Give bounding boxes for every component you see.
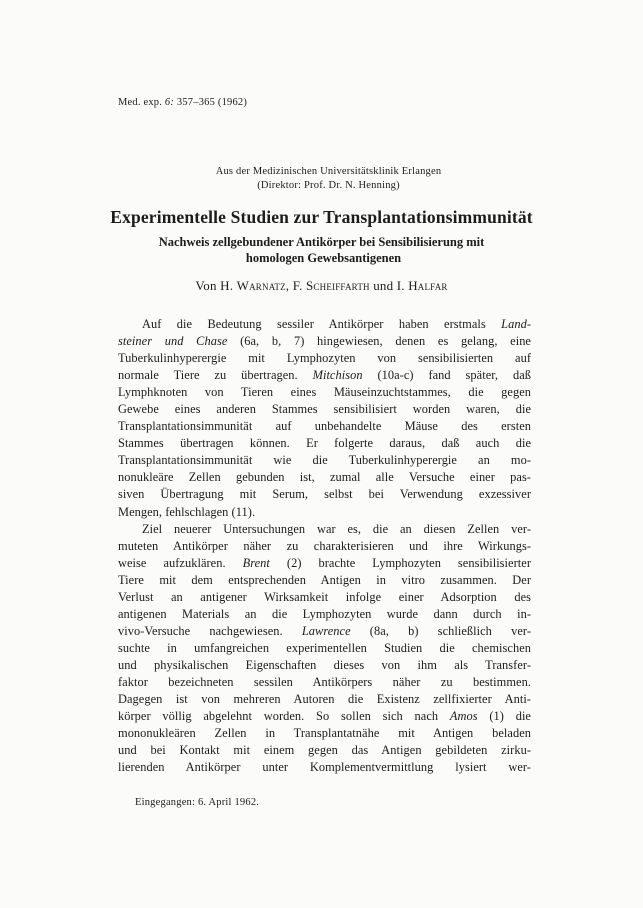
body-text	[118, 316, 531, 776]
body-italic-segment: steiner und Chase	[118, 334, 228, 349]
body-line	[118, 418, 531, 435]
author-conjunction: und	[373, 278, 394, 293]
body-segment: weise aufzuklären.	[118, 555, 243, 570]
body-segment: (8a, b) schließlich ver-	[350, 623, 531, 638]
journal-pages: 357–365 (1962)	[176, 97, 248, 108]
body-segment: suchte in umfangreichen experimentellen Studien die chemischen	[118, 640, 531, 655]
body-segment: (1) die	[477, 709, 531, 724]
affiliation-line-1: Aus der Medizinischen Universitätsklinik Erlangen	[215, 166, 442, 177]
body-line	[118, 708, 531, 725]
body-line	[118, 401, 531, 418]
body-line	[118, 742, 531, 759]
body-line	[118, 333, 531, 350]
body-line	[118, 623, 531, 640]
body-segment: Gewebe eines anderen Stammes sensibilisiert worden waren, die	[118, 402, 531, 417]
body-italic-segment: Brent	[242, 555, 270, 570]
body-line	[118, 350, 531, 367]
body-line	[118, 572, 531, 589]
body-line	[118, 521, 531, 538]
body-line	[118, 691, 531, 708]
body-line	[118, 384, 531, 401]
body-segment: antigenen Materials an die Lymphozyten wurde dann durch in-	[118, 606, 531, 621]
body-line	[118, 486, 531, 503]
body-segment: Tuberkulinhyperergie mit Lymphozyten von sensibilisierten auf	[118, 351, 531, 366]
body-segment: Transplantationsimmunität wie die Tuberkulinhyperergie an mo-	[118, 453, 531, 468]
body-segment: (10a-c) fand später, daß	[362, 368, 531, 383]
journal-name: Med. exp.	[118, 97, 163, 108]
body-segment: (6a, b, 7) hingewiesen, denen es gelang, eine	[227, 334, 531, 349]
body-segment: normale Tiere zu übertragen.	[118, 368, 313, 383]
journal-citation	[118, 97, 247, 108]
body-segment: faktor bezeichneten sessilen Antikörpers näher zu bestimmen.	[118, 674, 531, 689]
author-line	[0, 278, 643, 294]
body-segment: Ziel neuerer Untersuchungen war es, die an diesen Zellen ver-	[142, 521, 531, 536]
body-segment: Stammes übertragen können. Er folgerte daraus, daß auch die	[118, 436, 531, 451]
body-italic-segment: Land-	[501, 317, 531, 331]
body-segment: Transplantationsimmunität auf unbehandelte Mäuse des ersten	[118, 419, 531, 434]
author-prefix: Von	[195, 278, 217, 293]
body-segment: körper völlig abgelehnt worden. So sollen sich nach	[118, 709, 450, 724]
body-segment: Lymphknoten von Tieren eines Mäuseinzuchtstammes, die gegen	[118, 385, 531, 400]
author-3-name: Halfar	[408, 278, 448, 293]
body-segment: Tiere mit dem entsprechenden Antigen in vitro zusammen. Der	[118, 572, 531, 587]
body-line	[118, 538, 531, 555]
body-line	[118, 759, 531, 776]
subtitle-line-1: Nachweis zellgebundener Antikörper bei Sensibilisierung mit	[158, 235, 485, 249]
author-3-initial: I.	[396, 278, 405, 293]
author-2-name: Scheiffarth	[306, 278, 370, 293]
body-segment: nonukleäre Zellen gebunden ist, zumal alle Versuche einer pas-	[118, 470, 531, 485]
body-line	[118, 504, 531, 521]
affiliation-line-2: (Direktor: Prof. Dr. N. Henning)	[257, 180, 400, 191]
received-date: Eingegangen: 6. April 1962.	[135, 797, 260, 808]
body-segment: lierenden Antikörper unter Komplementvermittlung lysiert wer-	[118, 760, 531, 775]
journal-volume: 6:	[164, 97, 175, 108]
body-line	[118, 657, 531, 674]
body-italic-segment: Lawrence	[301, 623, 351, 638]
body-line	[118, 674, 531, 691]
body-line	[118, 435, 531, 452]
author-2-initial: F.	[292, 278, 303, 293]
body-segment: und bei Kontakt mit einem gegen das Antigen gebildeten zirku-	[118, 743, 531, 758]
author-1-name: Warnatz,	[236, 278, 290, 293]
body-line	[118, 640, 531, 657]
body-line	[118, 555, 531, 572]
body-segment: und physikalischen Eigenschaften dieses von ihm als Transfer-	[118, 657, 531, 672]
body-line	[118, 469, 531, 486]
body-segment: Auf die Bedeutung sessiler Antikörper haben erstmals	[142, 317, 502, 331]
body-segment: muteten Antikörper näher zu charakterisieren und ihre Wirkungs-	[118, 538, 531, 553]
body-italic-segment: Amos	[449, 709, 478, 724]
subtitle-line-2: homologen Gewebsantigenen	[245, 251, 402, 265]
body-segment: (2) brachte Lymphozyten sensibilisierter	[269, 555, 531, 570]
body-segment: Verlust an antigener Wirksamkeit infolge einer Adsorption des	[118, 589, 531, 604]
body-line	[118, 589, 531, 606]
body-segment: siven Übertragung mit Serum, selbst bei Verwendung exzessiver	[118, 487, 531, 502]
body-segment: Mengen, fehlschlagen (11).	[118, 504, 256, 519]
body-italic-segment: Mitchison	[312, 368, 363, 383]
author-1-initial: H.	[220, 278, 234, 293]
body-line	[118, 367, 531, 384]
body-segment: Dagegen ist von mehreren Autoren die Existenz zellfixierter Anti-	[118, 692, 531, 707]
paper-title: Experimentelle Studien zur Transplantationsimmunität	[110, 207, 533, 227]
body-segment: mononukleären Zellen in Transplantatnähe mit Antigen beladen	[118, 726, 531, 741]
body-line	[118, 725, 531, 742]
body-line	[118, 452, 531, 469]
body-segment: vivo-Versuche nachgewiesen.	[118, 623, 302, 638]
body-line	[118, 606, 531, 623]
body-line	[118, 316, 531, 333]
